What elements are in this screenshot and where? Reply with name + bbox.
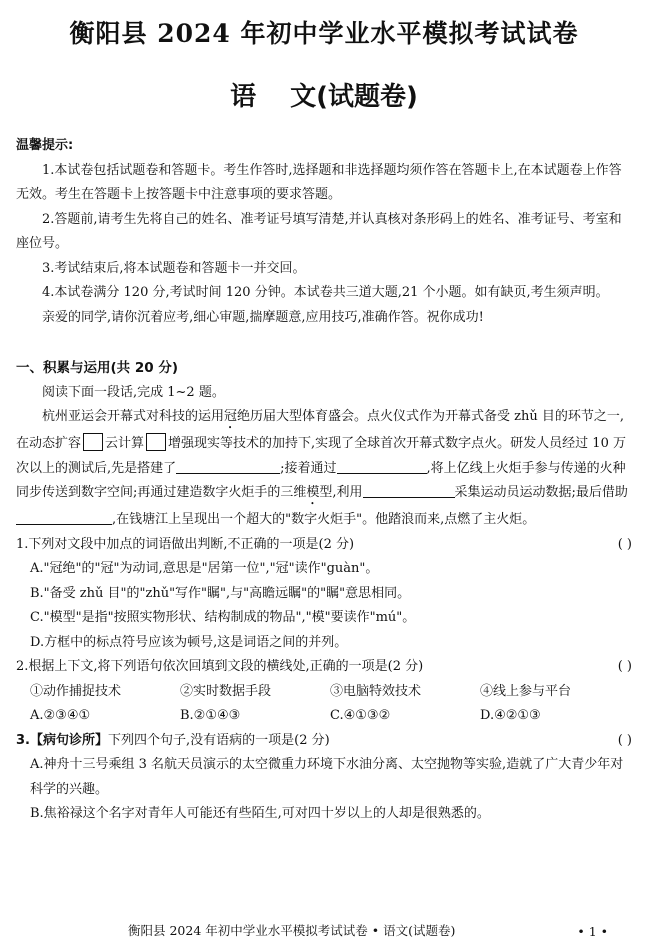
punctuation-box[interactable] (83, 433, 103, 451)
option-d: D.方框中的标点符号应该为顿号,这是词语之间的并列。 (30, 634, 348, 650)
option-d: D.④②①③ (480, 708, 541, 723)
footer-text: 衡阳县 2024 年初中学业水平模拟考试试卷 • 语文(试题卷) (128, 923, 456, 938)
reading-passage: 杭州亚运会开幕式对科技的运用冠绝历届大型体育盛会。点火仪式作为开幕式备受 zhǔ 目的环节之一,在动态扩容 云计算 增强现实等技术的加持下,实现了全球首次开幕式数字点火。研发人员经过 10 万次以上的测试后,先是搭建了 ;接着通过 ,将上亿线上火炬手参与传递的火种同步传送到数字空间;再通过建造数字火炬手的三维模型,利用 采集运动员运动数据;最后借助,在钱塘江上呈现出一个超大的"数字火炬手"。他踏浪而来,点燃了主火炬。 (16, 409, 628, 527)
phrase-item: ①动作捕捉技术 (30, 683, 122, 699)
question-2 (16, 655, 632, 680)
answer-paren[interactable]: ( ) (617, 659, 632, 674)
tip-item-4: 4.本试卷满分 120 分,考试时间 120 分钟。本试卷共三道大题,21 个小题。如有缺页,考生须声明。 (42, 285, 609, 300)
tips-heading: 温馨提示: (16, 138, 74, 153)
emphasized-char: 冠 (224, 409, 238, 424)
question-1 (16, 533, 632, 558)
exam-title: 衡阳县 2024 年初中学业水平模拟考试试卷 (69, 19, 579, 48)
answer-blank[interactable] (337, 459, 427, 474)
exam-body (16, 134, 632, 827)
option-a: A.神舟十三号乘组 3 名航天员演示的太空微重力环境下水油分离、太空抛物等实验,造就了广大青少年对科学的兴趣。 (30, 757, 624, 797)
question-tag: 3.【病句诊所】 (16, 732, 108, 748)
option-c: C.④①③② (330, 708, 391, 723)
subtitle-paper-type: 文(试题卷) (290, 82, 418, 112)
question-stem: 2.根据上下文,将下列语句依次回填到文段的横线处,正确的一项是(2 分) (16, 659, 424, 674)
page-number: • 1 • (577, 924, 608, 939)
question-stem: 下列四个句子,没有语病的一项是(2 分) (107, 732, 330, 748)
section-heading: 一、积累与运用(共 20 分) (16, 360, 179, 376)
option-b: B.焦裕禄这个名字对青年人可能还有些陌生,可对四十岁以上的人却是很熟悉的。 (30, 806, 490, 821)
tips-wish: 亲爱的同学,请你沉着应考,细心审题,揣摩题意,应用技巧,准确作答。祝你成功! (42, 309, 484, 325)
subtitle-subject: 语 (230, 82, 257, 112)
phrase-item: ②实时数据手段 (180, 683, 272, 699)
option-b: B.②①④③ (180, 708, 241, 723)
option-row (16, 704, 632, 729)
question-stem: 1.下列对文段中加点的词语做出判断,不正确的一项是(2 分) (16, 536, 355, 552)
question-3 (16, 729, 632, 754)
option-b: B."备受 zhǔ 目"的"zhǔ"写作"瞩",与"高瞻远瞩"的"瞩"意思相同。 (30, 585, 411, 601)
phrase-item: ③电脑特效技术 (330, 683, 422, 699)
answer-paren[interactable]: ( ) (617, 732, 632, 748)
tip-item-2: 2.答题前,请考生先将自己的姓名、准考证号填写清楚,并认真核对条形码上的姓名、准考证号、考室和座位号。 (16, 211, 622, 251)
option-c: C."模型"是指"按照实物形状、结构制成的物品","模"要读作"mú"。 (30, 610, 416, 625)
emphasized-char: 模 (306, 485, 320, 500)
option-a: A.②③④① (30, 708, 91, 723)
tip-item-3: 3.考试结束后,将本试题卷和答题卡一并交回。 (42, 260, 306, 276)
reading-instruction: 阅读下面一段话,完成 1~2 题。 (42, 384, 225, 400)
punctuation-box[interactable] (146, 433, 166, 451)
option-a: A."冠绝"的"冠"为动词,意思是"居第一位","冠"读作"guàn"。 (30, 561, 379, 576)
answer-blank[interactable] (363, 483, 455, 498)
answer-blank[interactable] (16, 510, 112, 525)
tip-item-1: 1.本试卷包括试题卷和答题卡。考生作答时,选择题和非选择题均须作答在答题卡上,在本试题卷上作答无效。考生在答题卡上按答题卡中注意事项的要求答题。 (16, 162, 622, 202)
phrase-item: ④线上参与平台 (480, 683, 572, 699)
answer-paren[interactable]: ( ) (617, 536, 632, 552)
phrase-list (16, 680, 632, 705)
exam-subtitle (0, 76, 648, 113)
answer-blank[interactable] (176, 459, 280, 474)
